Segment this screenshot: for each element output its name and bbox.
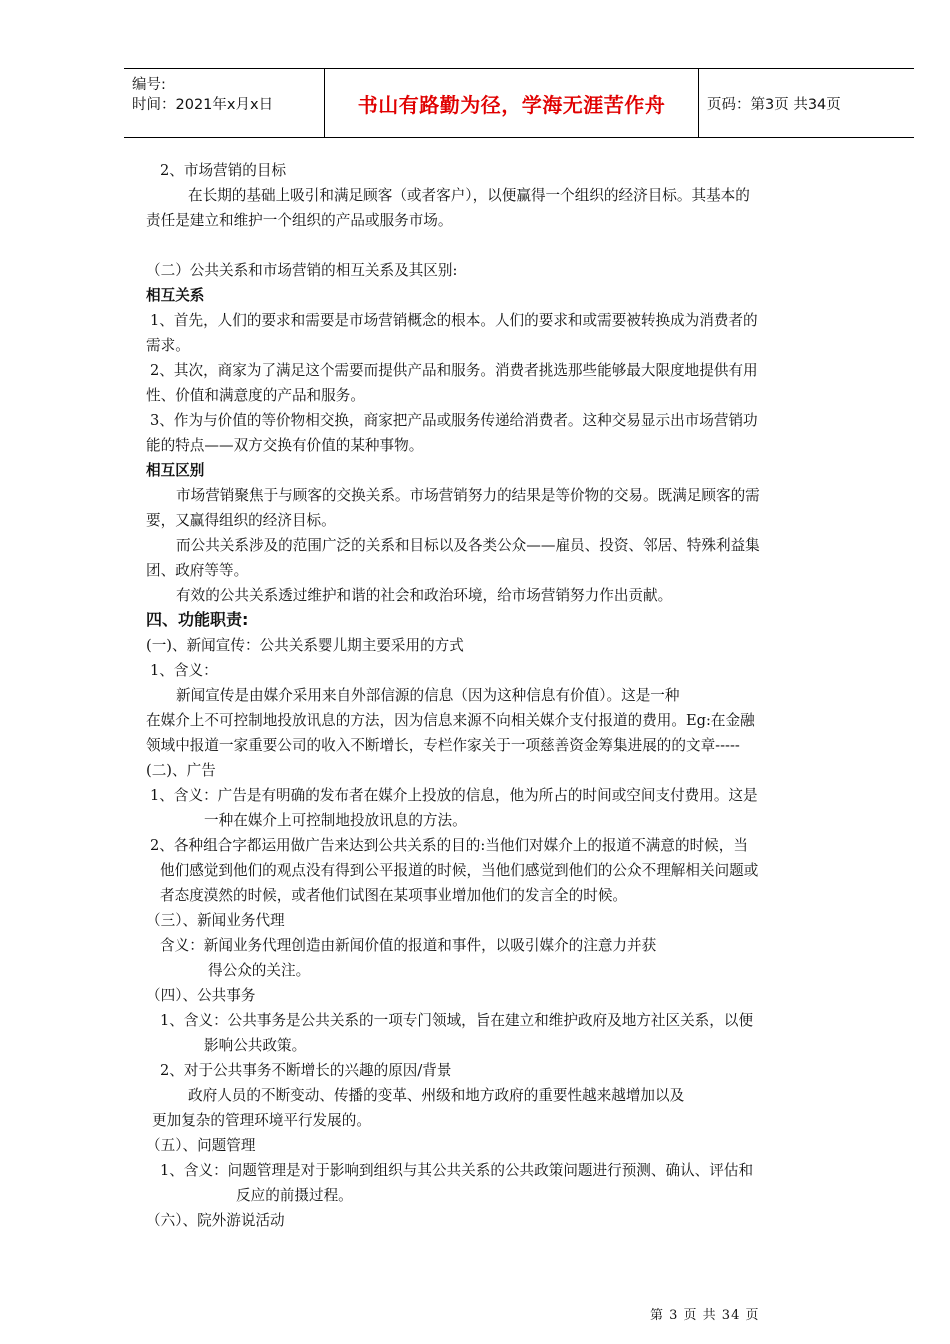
- page-info: 页码：第3页 共34页: [707, 96, 841, 113]
- motto-cell: [325, 69, 699, 137]
- text-line: 3、作为与价值的等价物相交换，商家把产品或服务传递给消费者。这种交易显示出市场营销功: [150, 412, 758, 429]
- text-line: 在媒介上不可控制地投放讯息的方法，因为信息来源不向相关媒介支付报道的费用。Eg:在金融: [146, 712, 755, 729]
- text-line: 一种在媒介上可控制地投放讯息的方法。: [204, 812, 467, 829]
- text-line: 2、市场营销的目标: [160, 162, 287, 179]
- text-line: （三）、新闻业务代理: [146, 912, 285, 929]
- text-line: （二）公共关系和市场营销的相互关系及其区别:: [146, 262, 458, 279]
- text-line: 政府人员的不断变动、传播的变革、州级和地方政府的重要性越来越增加以及: [188, 1087, 685, 1104]
- text-line: 1、含义：: [150, 662, 218, 679]
- text-line: 含义：新闻业务代理创造由新闻价值的报道和事件，以吸引媒介的注意力并获: [160, 937, 657, 954]
- text-line: 1、含义：问题管理是对于影响到组织与其公共关系的公共政策问题进行预测、确认、评估和: [160, 1162, 754, 1179]
- text-line: 有效的公共关系透过维护和谐的社会和政治环境，给市场营销努力作出贡献。: [176, 587, 673, 604]
- motto-text: 书山有路勤为径，学海无涯苦作舟: [357, 92, 666, 117]
- text-line: 他们感觉到他们的观点没有得到公平报道的时候，当他们感觉到他们的公众不理解相关问题或: [160, 862, 759, 879]
- text-line: 而公共关系涉及的范围广泛的关系和目标以及各类公众——雇员、投资、邻居、特殊利益集: [176, 537, 760, 554]
- text-line: 新闻宣传是由媒介采用来自外部信源的信息（因为这种信息有价值）。这是一种: [176, 687, 680, 704]
- text-line: 2、各种组合字都运用做广告来达到公共关系的目的:当他们对媒介上的报道不满意的时候，当: [150, 837, 748, 854]
- text-line: 性、价值和满意度的产品和服务。: [146, 387, 365, 404]
- section-heading: 相互区别: [146, 462, 205, 479]
- text-line: 1、含义：广告是有明确的发布者在媒介上投放的信息，他为所占的时间或空间支付费用。这是: [150, 787, 758, 804]
- section-heading: 相互关系: [146, 287, 205, 304]
- text-line: （四）、公共事务: [146, 987, 256, 1004]
- page-info-cell: [699, 69, 914, 137]
- text-line: 责任是建立和维护一个组织的产品或服务市场。: [146, 212, 453, 229]
- text-line: 得公众的关注。: [208, 962, 311, 979]
- text-line: 团、政府等等。: [146, 562, 249, 579]
- text-line: 在长期的基础上吸引和满足顾客（或者客户），以便赢得一个组织的经济目标。其基本的: [188, 187, 750, 204]
- text-line: 需求。: [146, 337, 190, 354]
- text-line: 反应的前摄过程。: [236, 1187, 353, 1204]
- text-line: 1、首先，人们的要求和需要是市场营销概念的根本。人们的要求和或需要被转换成为消费者的: [150, 312, 758, 329]
- chapter-heading: 四、功能职责:: [146, 610, 249, 629]
- text-line: 能的特点——双方交换有价值的某种事物。: [146, 437, 424, 454]
- page-footer: 第 3 页 共 34 页: [650, 1308, 760, 1323]
- text-line: 者态度漠然的时候，或者他们试图在某项事业增加他们的发言全的时候。: [160, 887, 628, 904]
- text-line: 2、对于公共事务不断增长的兴趣的原因/背景: [160, 1062, 452, 1079]
- text-line: 更加复杂的管理环境平行发展的。: [152, 1112, 371, 1129]
- code-label: 编号:: [132, 77, 166, 93]
- text-line: 要，又赢得组织的经济目标。: [146, 512, 336, 529]
- text-line: 市场营销聚焦于与顾客的交换关系。市场营销努力的结果是等价物的交易。既满足顾客的需: [176, 487, 760, 504]
- text-line: （六）、院外游说活动: [146, 1212, 285, 1229]
- page-header-table: [124, 68, 914, 138]
- text-line: 1、含义：公共事务是公共关系的一项专门领域，旨在建立和维护政府及地方社区关系，以便: [160, 1012, 754, 1029]
- text-line: 影响公共政策。: [204, 1037, 307, 1054]
- text-line: 2、其次，商家为了满足这个需要而提供产品和服务。消费者挑选那些能够最大限度地提供有用: [150, 362, 758, 379]
- header-info-cell: [124, 69, 325, 137]
- time-label: 时间：2021年x月x日: [132, 97, 274, 113]
- text-line: (一)、新闻宣传：公共关系婴儿期主要采用的方式: [146, 637, 464, 654]
- text-line: (二)、广告: [146, 762, 216, 779]
- text-line: 领域中报道一家重要公司的收入不断增长，专栏作家关于一项慈善资金筹集进展的的文章-----: [146, 737, 740, 754]
- text-line: （五）、问题管理: [146, 1137, 256, 1154]
